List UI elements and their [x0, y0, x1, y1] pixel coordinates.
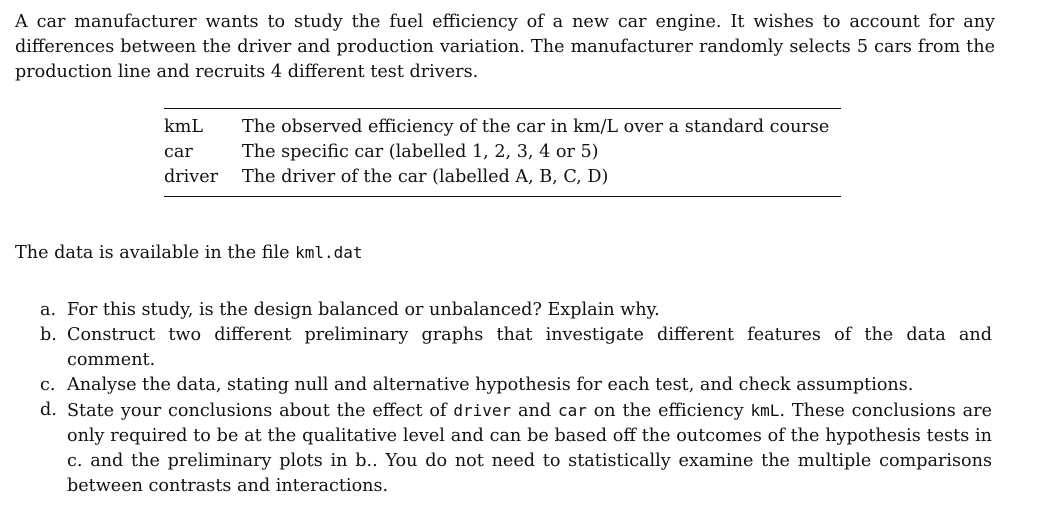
- intro-paragraph: A car manufacturer wants to study the fuel efficiency of a new car engine. It wishes to account for any differences between the driver and production variation. The manufacturer randomly selects 5 cars from the production line and recruits 4 different test drivers.: [15, 12, 995, 82]
- variable-description: The observed efficiency of the car in km/L over a standard course: [242, 117, 830, 137]
- question-text: Construct two different preliminary graphs that investigate different features of the data and comment.: [67, 325, 992, 370]
- data-availability-line: [15, 240, 363, 266]
- variable-name: kmL: [164, 117, 204, 137]
- variable-name: driver: [164, 167, 219, 187]
- table-row: [164, 140, 841, 165]
- variables-table: [164, 108, 841, 197]
- question-text: For this study, is the design balanced or unbalanced? Explain why.: [67, 300, 660, 320]
- question-text: . These conclusions are only required to be at the qualitative level and can be based off the outcomes of the hypothesis tests in c. and the preliminary plots in b.. You do not need to statistically examine the multiple comparisons between contrasts and interactions.: [67, 401, 992, 496]
- list-item: [40, 373, 992, 398]
- variable-description: The specific car (labelled 1, 2, 3, 4 or 5): [242, 142, 599, 162]
- code-car: car: [557, 401, 587, 420]
- question-marker: a.: [40, 300, 57, 320]
- list-item: [40, 298, 992, 323]
- question-text: and: [511, 401, 558, 421]
- question-marker: c.: [40, 375, 56, 395]
- table-row: [164, 109, 841, 141]
- variable-name: car: [164, 142, 193, 162]
- code-kml: kmL: [750, 401, 780, 420]
- data-line-text: The data is available in the file: [15, 243, 296, 263]
- question-text: State your conclusions about the effect of: [67, 401, 454, 421]
- variable-description: The driver of the car (labelled A, B, C, D): [242, 167, 609, 187]
- data-filename: kml.dat: [295, 243, 363, 262]
- question-text: Analyse the data, stating null and alternative hypothesis for each test, and check assumptions.: [67, 375, 914, 395]
- code-driver: driver: [453, 401, 512, 420]
- question-marker: b.: [40, 325, 57, 345]
- list-item: [40, 323, 992, 373]
- question-text: on the efficiency: [586, 401, 751, 421]
- table-row: [164, 165, 841, 197]
- question-marker: d.: [40, 400, 57, 420]
- list-item: [40, 398, 992, 499]
- question-list: [40, 298, 992, 499]
